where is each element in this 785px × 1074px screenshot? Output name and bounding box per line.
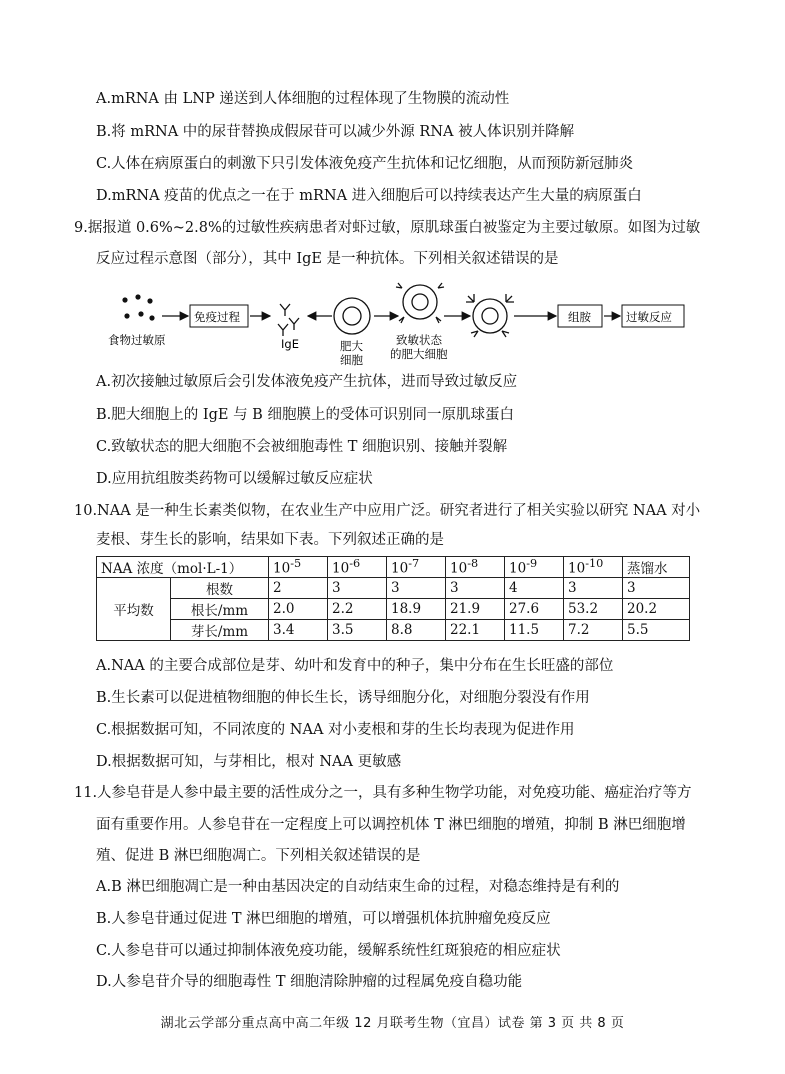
q11-option-b: B.人参皂苷通过促进 T 淋巴细胞的增殖，可以增强机体抗肿瘤免疫反应 [96,911,551,927]
q8-option-b: B.将 mRNA 中的尿苷替换成假尿苷可以减少外源 RNA 被人体识别并降解 [96,124,575,140]
q11-stem-line2: 面有重要作用。人参皂苷在一定程度上可以调控机体 T 淋巴细胞的增殖，抑制 B 淋巴细胞增 [96,817,686,833]
q9-option-b: B.肥大细胞上的 IgE 与 B 细胞膜上的受体可识别同一原肌球蛋白 [96,407,514,423]
table-cell: 27.6 [505,599,564,620]
row-label: 根数 [171,578,269,599]
table-cell: 4 [505,578,564,599]
q9-stem-line1: 9.据报道 0.6%~2.8%的过敏性疾病患者对虾过敏，原肌球蛋白被鉴定为主要过敏原。如图为过敏 [74,220,701,236]
food-allergen-label: 食物过敏原 [108,333,166,347]
q9-option-d: D.应用抗组胺类药物可以缓解过敏反应症状 [96,471,373,487]
table-cell: 3 [387,578,446,599]
row-group-label: 平均数 [97,578,171,641]
q9-option-a: A.初次接触过敏原后会引发体液免疫产生抗体，进而导致过敏反应 [96,374,518,390]
naa-data-table [96,556,690,641]
allergy-process-diagram [100,282,700,372]
table-cell: 20.2 [623,599,690,620]
header-concentration: $10^{-9}$ [505,557,564,578]
table-row [97,620,690,641]
header-concentration: $10^{-7}$ [387,557,446,578]
mast-cell-label-line1: 肥大 [340,339,363,353]
header-concentration-label: NAA 浓度（mol·L-1） [97,557,269,578]
mast-cell-label-line2: 细胞 [340,353,363,367]
table-row [97,599,690,620]
table-row [97,578,690,599]
table-cell: 3 [328,578,387,599]
mast-cell-icon [334,298,370,334]
table-cell: 18.9 [387,599,446,620]
table-cell: 5.5 [623,620,690,641]
table-cell: 3 [564,578,623,599]
q8-option-a: A.mRNA 由 LNP 递送到人体细胞的过程体现了生物膜的流动性 [96,91,510,107]
allergic-reaction-label: 过敏反应 [626,310,672,324]
table-cell: 7.2 [564,620,623,641]
table-cell: 11.5 [505,620,564,641]
table-cell: 21.9 [446,599,505,620]
q11-option-d: D.人参皂苷介导的细胞毒性 T 细胞清除肿瘤的过程属免疫自稳功能 [96,974,523,990]
q11-option-c: C.人参皂苷可以通过抑制体液免疫功能，缓解系统性红斑狼疮的相应症状 [96,943,561,959]
q11-stem-line1: 11.人参皂苷是人参中最主要的活性成分之一，具有多种生物学功能，对免疫功能、癌症治疗等方 [74,785,692,801]
q8-option-c: C.人体在病原蛋白的刺激下只引发体液免疫产生抗体和记忆细胞，从而预防新冠肺炎 [96,156,634,172]
sensitized-label-line2: 的肥大细胞 [390,347,448,361]
q11-stem-line3: 殖、促进 B 淋巴细胞凋亡。下列相关叙述错误的是 [96,848,421,864]
header-concentration: $10^{-8}$ [446,557,505,578]
page-footer: 湖北云学部分重点高中高二年级 12 月联考生物（宜昌）试卷 第 3 页 共 8 页 [160,1016,625,1031]
header-water: 蒸馏水 [623,557,690,578]
table-cell: 53.2 [564,599,623,620]
ige-antibody-icon [278,304,299,336]
header-concentration: $10^{-10}$ [564,557,623,578]
header-concentration: $10^{-5}$ [269,557,328,578]
sensitized-label-line1: 致敏状态 [396,333,442,347]
q10-stem-line1: 10.NAA 是一种生长素类似物，在农业生产中应用广泛。研究者进行了相关实验以研究 NAA 对小 [74,503,701,519]
header-concentration: $10^{-6}$ [328,557,387,578]
sensitized-mast-cell-icon [396,283,444,323]
row-label: 根长/mm [171,599,269,620]
ige-label: IgE [281,337,299,351]
table-cell: 2.2 [328,599,387,620]
q11-option-a: A.B 淋巴细胞凋亡是一种由基因决定的自动结束生命的过程，对稳态维持是有利的 [96,879,620,895]
q9-option-c: C.致敏状态的肥大细胞不会被细胞毒性 T 细胞识别、接触并裂解 [96,439,508,455]
table-cell: 2.0 [269,599,328,620]
q10-stem-line2: 麦根、芽生长的影响，结果如下表。下列叙述正确的是 [96,532,444,548]
table-cell: 3 [446,578,505,599]
activated-mast-cell-icon [466,294,514,337]
table-cell: 3.4 [269,620,328,641]
histamine-label: 组胺 [568,310,591,324]
table-cell: 22.1 [446,620,505,641]
q8-option-d: D.mRNA 疫苗的优点之一在于 mRNA 进入细胞后可以持续表达产生大量的病原蛋白 [96,188,642,204]
food-allergen-dots [122,294,154,320]
immune-process-label: 免疫过程 [194,310,240,324]
q10-option-c: C.根据数据可知，不同浓度的 NAA 对小麦根和芽的生长均表现为促进作用 [96,722,575,738]
q9-stem-line2: 反应过程示意图（部分），其中 IgE 是一种抗体。下列相关叙述错误的是 [96,251,559,267]
table-cell: 3 [623,578,690,599]
table-header-row [97,557,690,578]
q10-option-a: A.NAA 的主要合成部位是芽、幼叶和发育中的种子，集中分布在生长旺盛的部位 [96,658,614,674]
q10-option-b: B.生长素可以促进植物细胞的伸长生长，诱导细胞分化，对细胞分裂没有作用 [96,690,590,706]
row-label: 芽长/mm [171,620,269,641]
table-cell: 2 [269,578,328,599]
table-cell: 3.5 [328,620,387,641]
q10-option-d: D.根据数据可知，与芽相比，根对 NAA 更敏感 [96,754,402,770]
table-cell: 8.8 [387,620,446,641]
